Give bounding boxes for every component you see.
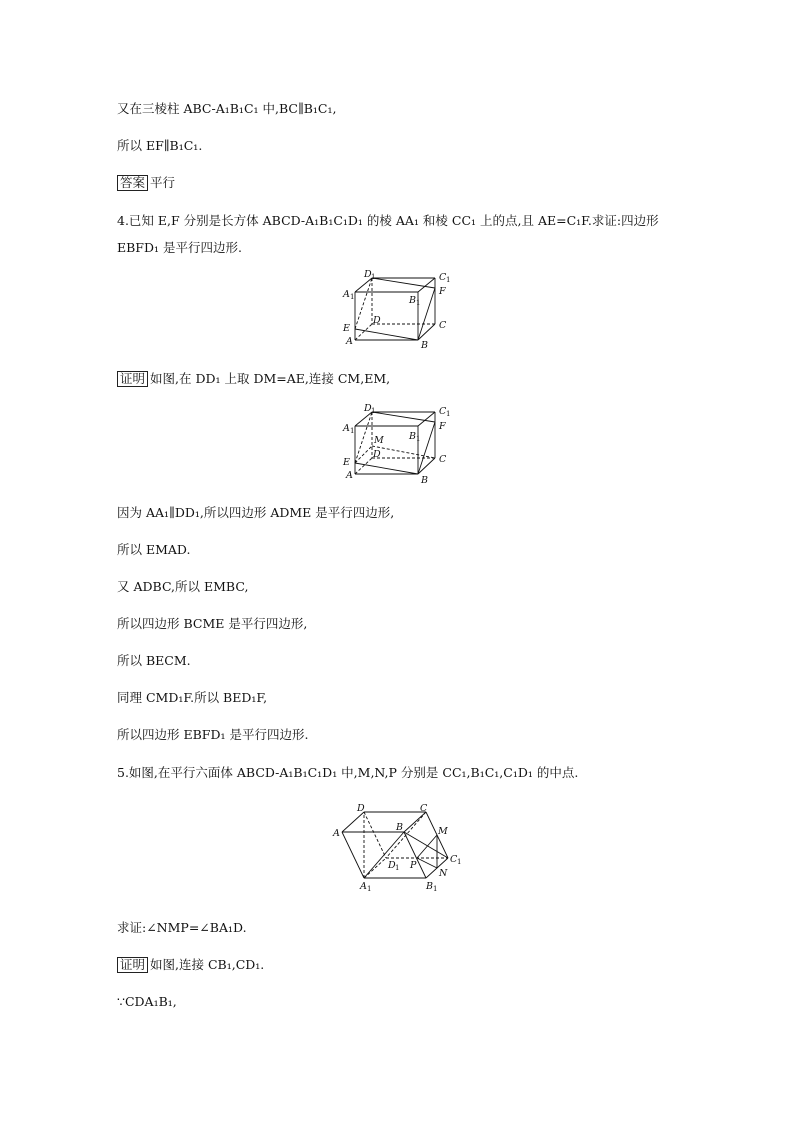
figure-label: D: [364, 269, 372, 280]
text-line: 又在三棱柱 ABC-A₁B₁C₁ 中,BC∥B₁C₁,: [117, 101, 337, 116]
answer-line: [117, 175, 175, 191]
proof-4-line: 所以 BECM.: [117, 653, 191, 668]
figure-cuboid-2: [335, 402, 460, 486]
figure-label: A: [360, 881, 367, 892]
figure-label: D: [364, 403, 372, 414]
answer-tag: 答案: [117, 175, 148, 191]
figure-label: 1: [371, 407, 376, 415]
figure-label: B: [409, 295, 416, 306]
figure-label: 1: [446, 410, 451, 418]
figure-label: 1: [367, 885, 372, 893]
proof-4-line: 因为 AA₁∥DD₁,所以四边形 ADME 是平行四边形,: [117, 505, 395, 520]
figure-label: 1: [371, 273, 376, 281]
figure-label: A: [346, 336, 353, 347]
proof-4-line: [117, 371, 390, 387]
figure-label: A: [346, 470, 353, 481]
figure-label: A: [343, 289, 350, 300]
figure-label: D: [388, 860, 396, 871]
figure-label: F: [439, 286, 446, 297]
figure-label: 1: [457, 858, 462, 866]
figure-cuboid-1: [335, 268, 460, 350]
figure-label: 1: [433, 885, 438, 893]
figure-label: C: [420, 803, 428, 814]
proof-4-line: 同理 CMD₁F.所以 BED₁F,: [117, 690, 268, 705]
figure-label: P: [410, 860, 417, 871]
figure-label: M: [438, 826, 448, 837]
question-5-line: 求证:∠NMP=∠BA₁D.: [117, 920, 247, 935]
proof-tag: 证明: [117, 957, 148, 973]
text-line: 所以 EF∥B₁C₁.: [117, 138, 203, 153]
figure-label: C: [439, 320, 447, 331]
figure-label: C: [439, 272, 447, 283]
figure-label: M: [374, 435, 384, 446]
figure-label: B: [421, 475, 428, 486]
proof-4-line: 所以四边形 BCME 是平行四边形,: [117, 616, 308, 631]
proof-4-line: 又 ADBC,所以 EMBC,: [117, 579, 249, 594]
figure-label: 1: [446, 276, 451, 284]
proof-5-line: [117, 957, 264, 973]
proof-5-line: ∵CDA₁B₁,: [117, 994, 177, 1009]
figure-label: A: [333, 828, 340, 839]
figure-label: B: [396, 822, 403, 833]
figure-label: B: [421, 340, 428, 350]
figure-label: 1: [350, 427, 355, 435]
proof-text: 如图,在 DD₁ 上取 DM=AE,连接 CM,EM,: [150, 371, 391, 386]
figure-label: C: [439, 454, 447, 465]
figure-label: A: [343, 423, 350, 434]
question-4-line: 4.已知 E,F 分别是长方体 ABCD-A₁B₁C₁D₁ 的棱 AA₁ 和棱 CC₁ 上的点,且 AE=C₁F.求证:四边形: [117, 213, 659, 228]
proof-4-line: 所以 EMAD.: [117, 542, 191, 557]
proof-tag: 证明: [117, 371, 148, 387]
figure-label: E: [343, 323, 350, 334]
proof-text: 如图,连接 CB₁,CD₁.: [150, 957, 265, 972]
question-4-line: EBFD₁ 是平行四边形.: [117, 240, 242, 255]
figure-label: 1: [416, 299, 421, 307]
figure-label: 1: [395, 864, 400, 872]
answer-text: 平行: [150, 175, 176, 190]
figure-parallelepiped: [330, 800, 470, 895]
figure-label: D: [373, 315, 381, 326]
proof-4-line: 所以四边形 EBFD₁ 是平行四边形.: [117, 727, 309, 742]
figure-label: 1: [350, 293, 355, 301]
figure-label: C: [439, 406, 447, 417]
figure-label: D: [357, 803, 365, 814]
question-5-line: 5.如图,在平行六面体 ABCD-A₁B₁C₁D₁ 中,M,N,P 分别是 CC₁,B₁C₁,C₁D₁ 的中点.: [117, 765, 579, 780]
figure-label: E: [343, 457, 350, 468]
figure-label: B: [426, 881, 433, 892]
figure-label: F: [439, 421, 446, 432]
figure-label: C: [450, 854, 458, 865]
figure-label: D: [373, 449, 381, 460]
figure-label: 1: [416, 435, 421, 443]
figure-label: N: [439, 868, 448, 879]
figure-label: B: [409, 431, 416, 442]
